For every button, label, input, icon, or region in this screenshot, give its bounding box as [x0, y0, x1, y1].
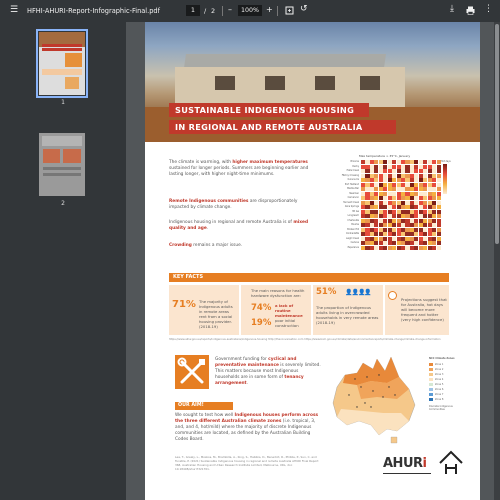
legend-swatch — [429, 378, 433, 381]
legend-swatch — [429, 368, 433, 371]
heatmap-row-label: Ceduna — [350, 241, 359, 244]
toolbar-divider — [277, 6, 278, 16]
australia-climate-zone-map — [327, 347, 421, 447]
zoom-in-button[interactable]: + — [266, 5, 273, 14]
key-fact-2-text: The main reasons for health hardware dysfunction are: — [251, 288, 305, 298]
heatmap-row-label: Marble Bar — [347, 187, 359, 190]
key-fact-3-text: The proportion of Indigenous adults living in overcrowded households in very remote areas (2018-19) — [316, 305, 379, 325]
page-total: 2 — [211, 7, 216, 15]
heatmap-title: Max temperature > 35°C, January — [359, 154, 411, 158]
heatmap-row-label: Fitzroy Crossing — [341, 173, 359, 177]
file-name: HFHI-AHURI-Report-Infographic-Final.pdf — [27, 7, 160, 15]
heatmap-row-label: Carnarvon — [347, 196, 359, 199]
page-separator: / — [204, 7, 207, 15]
heatmap-grid — [361, 160, 441, 250]
page-thumbnail-2[interactable] — [39, 133, 85, 196]
map-legend — [429, 357, 469, 447]
thumbnail-sidebar — [0, 22, 126, 500]
key-fact-2b-percent: 19% — [251, 318, 272, 328]
legend-swatch — [429, 363, 433, 366]
key-fact-3-percent: 51% — [316, 287, 337, 297]
key-fact-1-text: The majority of Indigenous adults in remote areas rent from a social housing provider. (2018-19) — [199, 299, 233, 329]
document-area[interactable] — [126, 22, 500, 500]
menu-icon[interactable]: ☰ — [10, 5, 19, 15]
pdf-viewer — [0, 22, 500, 500]
house-window — [360, 76, 380, 90]
heatmap-row-label: Charleville — [347, 218, 359, 222]
ahuri-logo-rule — [383, 473, 431, 474]
legend-label: Zone 6 — [435, 388, 444, 391]
house-window — [315, 76, 335, 90]
pdf-toolbar — [0, 0, 500, 22]
toolbar-divider — [222, 6, 223, 16]
scrollbar-thumb[interactable] — [495, 24, 499, 244]
intro-paragraph-4: Crowding remains a major issue. — [169, 243, 243, 248]
heatmap-row-label: Broome — [350, 160, 359, 163]
legend-label: Zone 3 — [435, 373, 444, 376]
heatmap-row-label: Port Hedland — [344, 182, 359, 186]
legend-swatch — [429, 393, 433, 396]
page-title-line-1: SUSTAINABLE INDIGENOUS HOUSING — [169, 103, 369, 117]
thumbnail-label-1: 1 — [61, 99, 65, 106]
sources-line: https://www.aihw.gov.au/reports/indigenous-australians/indigenous-housing http://theconversation.com https://www.bom.gov.au/climate/data/environmental-reports/climate-change/climate-change-information — [169, 338, 441, 341]
heatmap-row-label: Halls Creek — [346, 169, 359, 172]
key-fact-panel-1 — [169, 285, 239, 335]
hfhi-house-logo — [438, 450, 464, 480]
heatmap-row-label: Esperance — [347, 245, 359, 249]
citation-reference: Lea, T., Grealy, L., Moskos, M., Brambilla, A., King, S., Habibis, D., Benedict, R., Phibbs, P., Sun, C. and Tunstile, P. (2021) Sustainable Indigenous housing in regional and remote Australia AHURI Final Report 368, Australian Housing and Urban Research Institute Limited, Melbourne, URL, doi: 10.18408/ahuri7321701. — [175, 455, 319, 471]
key-fact-1-percent: 71% — [172, 299, 196, 310]
heatmap-row-label: Longreach — [347, 214, 359, 217]
ahuri-logo: AHURi — [383, 456, 427, 471]
aim-heading: OUR AIM! — [175, 402, 233, 410]
legend-swatch — [429, 388, 433, 391]
key-facts-heading: KEY FACTS — [169, 273, 449, 282]
house-roof — [184, 54, 386, 68]
vertical-scrollbar[interactable] — [494, 22, 500, 500]
heatmap-legend-label: Hot days — [441, 160, 451, 163]
heatmap-row-labels — [337, 160, 359, 250]
heatmap-row-label: Kununurra — [347, 178, 359, 181]
heatmap-row-label: Alice Springs — [344, 205, 359, 208]
heatmap-row-label: Tennant Creek — [343, 200, 359, 204]
tools-icon — [175, 355, 209, 389]
legend-swatch — [429, 373, 433, 376]
map-legend-item — [429, 397, 469, 402]
legend-label: Zone 7 — [435, 393, 444, 396]
heatmap-cell — [437, 246, 441, 250]
heatmap-row-label: Newman — [349, 191, 359, 195]
key-fact-2a-percent: 74% — [251, 303, 272, 313]
intro-paragraph-2: Remote Indigenous communities are disproportionately impacted by climate change. — [169, 199, 298, 210]
house-window — [265, 76, 285, 90]
legend-label: Zone 4 — [435, 378, 444, 381]
map-legend-title: NCC Climate Zones — [429, 357, 455, 360]
thumbnail-label-2: 2 — [61, 200, 65, 207]
intro-paragraph-1: The climate is warming, with higher maximum temperatures sustained for longer periods. Summers are beginning earlier and lasting longer, with higher night-time minimums. — [169, 160, 309, 177]
legend-label: Zone 5 — [435, 383, 444, 386]
heatmap-color-scale — [443, 164, 447, 194]
legend-label: Zone 8 — [435, 398, 444, 401]
thermometer-icon — [388, 291, 397, 300]
heatmap-row-label: Leigh Creek — [346, 236, 359, 240]
page-number-input[interactable]: 1 — [186, 5, 200, 16]
heatmap-row-label: Mt Isa — [352, 209, 359, 213]
print-icon[interactable] — [466, 6, 475, 18]
heatmap-row-label: Derby — [352, 164, 359, 168]
pdf-page-1 — [145, 22, 480, 500]
download-icon[interactable]: ⤓ — [450, 4, 454, 14]
legend-swatch — [429, 383, 433, 386]
key-fact-2a-text: a lack of routine maintenance — [275, 303, 303, 318]
map-legend-communities: Discrete Indigenous Communities — [429, 405, 453, 411]
rotate-icon[interactable]: ↺ — [300, 4, 308, 14]
page-thumbnail-1[interactable] — [39, 32, 85, 95]
key-fact-2b-text: poor initial construction — [275, 318, 299, 328]
key-fact-panel-2 — [241, 285, 311, 335]
heatmap-row-label: Broken Hill — [347, 227, 359, 231]
legend-label: Zone 1 — [435, 363, 444, 366]
key-fact-panel-4 — [385, 285, 449, 335]
legend-swatch — [429, 398, 433, 401]
heatmap-row-label: Oodnadatta — [346, 232, 359, 235]
more-icon[interactable]: ⋮ — [484, 4, 493, 14]
aim-paragraph: We sought to test how well Indigenous houses perform across the three different Australian climate zones (i.e. tropical, 3, and, and 4, hot/mild) where the majority of discrete Indigenous communities are located, as defined by the Australian Building Codes Board. — [175, 413, 319, 442]
intro-paragraph-3: Indigenous housing in regional and remote Australia is of mixed quality and age. — [169, 220, 309, 231]
heatmap-row-label: Bourke — [351, 223, 359, 226]
page-title-line-2: IN REGIONAL AND REMOTE AUSTRALIA — [169, 120, 396, 134]
legend-label: Zone 2 — [435, 368, 444, 371]
temperature-heatmap — [337, 154, 451, 260]
zoom-level-input[interactable]: 100% — [238, 5, 262, 16]
maintenance-paragraph: Government funding for cyclical and preventative maintenance is severely limited. This matters because most Indigenous households are in some form of tenancy arrangement. — [215, 357, 321, 386]
fit-page-icon[interactable] — [285, 6, 294, 18]
key-fact-panel-3 — [313, 285, 383, 335]
people-icons: 👤👤👤👤 — [345, 289, 371, 296]
zoom-out-button[interactable]: – — [228, 5, 232, 14]
house-window — [215, 76, 235, 90]
key-fact-4-text: Projections suggest that for Australia, hot days will become more frequent and hotter (very high confidence) — [401, 297, 447, 322]
map-legend-items — [429, 362, 469, 402]
